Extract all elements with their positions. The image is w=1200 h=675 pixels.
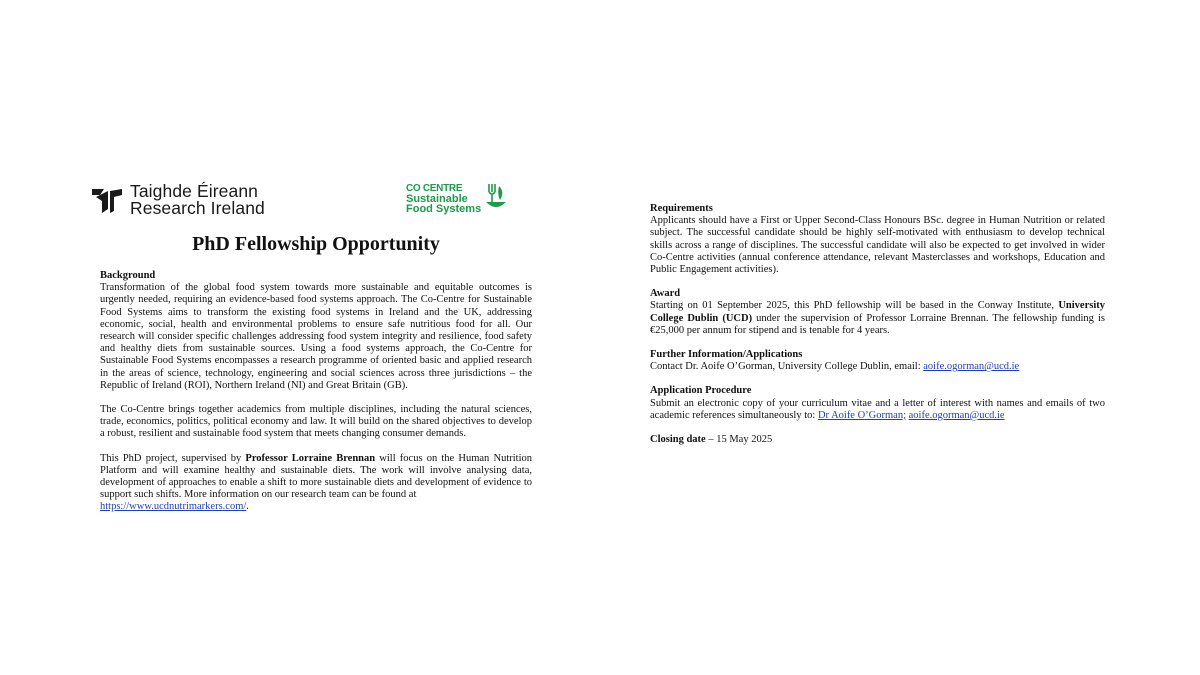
project-paragraph [100, 453, 532, 514]
taighde-eireann-logo [90, 183, 265, 217]
award-text-after: under the supervision of Professor Lorraine Brennan. The fellowship funding is €25,000 per annum for stipend and is tenable for 4 years. [650, 312, 1105, 336]
project-text-before: This PhD project, supervised by [100, 452, 246, 464]
closing-date-value: – 15 May 2025 [705, 434, 773, 446]
award-institution: University College Dublin (UCD) [650, 300, 1105, 324]
further-info-contact: Contact Dr. Aoife O’Gorman, University College Dublin, email: [650, 361, 924, 373]
cocentre-line2: Sustainable [406, 193, 468, 205]
project-link-end: . [246, 501, 249, 513]
leaf-fork-icon [485, 182, 507, 212]
background-paragraph-1: Transformation of the global food system towards more sustainable and equitable outcomes is urgently needed, requiring an evidence-based food systems approach. The Co-Centre for Sustainable Food Systems aims to transform the existing food systems in Ireland and the UK, addressing economic, social, health and environmental problems to ensure safe nutritious food for all. Our research will consider specific challenges addressing food system integrity and resilience, food safety and healthy diets from sustainable sources. Using a food systems approach, the Co-Centre for Sustainable Food Systems encompasses a research programme of oriented basic and applied research in the areas of science, technology, engineering and social sciences across three jurisdictions – the Republic of Ireland (ROI), Northern Ireland (NI) and Great Britain (GB). [100, 282, 532, 391]
procedure-contact-link[interactable]: Dr Aoife O’Gorman; [817, 409, 906, 421]
award-text-before: Starting on 01 September 2025, this PhD fellowship will be based in the Conway Institute, [650, 300, 1059, 312]
requirements-heading: Requirements [650, 203, 713, 214]
award-heading: Award [650, 288, 681, 300]
closing-date [650, 434, 1105, 446]
taighde-line2: Research Ireland [130, 198, 265, 218]
award-text [650, 300, 1105, 337]
further-info-heading: Further Information/Applications [650, 349, 803, 361]
cocentre-line1: CO CENTRE [406, 183, 463, 194]
left-column [100, 270, 532, 514]
page-title: PhD Fellowship Opportunity [192, 233, 440, 255]
right-column [650, 203, 1105, 446]
procedure-text: Submit an electronic copy of your curriculum vitae and a letter of interest with names and emails of two academic references simultaneously to: [650, 397, 1105, 421]
cocentre-line3: Food Systems [406, 203, 482, 215]
background-paragraph-2: The Co-Centre brings together academics from multiple disciplines, including the natural sciences, trade, economics, politics, political economy and law. It will build on the shared objectives to develop a robust, resilient and sustainable food system that meets changing consumer demands. [100, 404, 532, 440]
requirements-text: Applicants should have a First or Upper Second-Class Honours BSc. degree in Human Nutrition or related subject. The successful candidate should be highly self-motivated with enthusiasm to develop technical skills across a range of disciplines. The successful candidate will also be expected to get involved in wider Co-Centre activities (annual conference attendance, relevant Masterclasses and workshops, Education and Public Engagement activities). [650, 215, 1105, 276]
right-page [600, 0, 1200, 675]
background-heading: Background [100, 270, 156, 281]
project-supervisor: Professor Lorraine Brennan [245, 452, 376, 464]
cocentre-logo [406, 184, 507, 214]
application-procedure-text [650, 398, 1105, 422]
closing-date-label: Closing date [650, 434, 706, 446]
research-team-link[interactable]: https://www.ucdnutrimarkers.com/ [100, 501, 247, 513]
further-info-text [650, 361, 1105, 373]
procedure-email-link[interactable]: aoife.ogorman@ucd.ie [908, 409, 1005, 421]
application-procedure-heading: Application Procedure [650, 385, 752, 397]
further-info-email-link[interactable]: aoife.ogorman@ucd.ie [923, 361, 1020, 373]
taighde-line1: Taighde Éireann [130, 181, 258, 201]
project-text-after: will focus on the Human Nutrition Platform and will examine healthy and sustainable diets. The work will involve analysing data, development of approaches to enable a shift to more sustainable diets and development of evidence to support such shifts. More information on our research team can be found at [100, 452, 532, 501]
taighde-eireann-mark-icon [90, 183, 124, 217]
